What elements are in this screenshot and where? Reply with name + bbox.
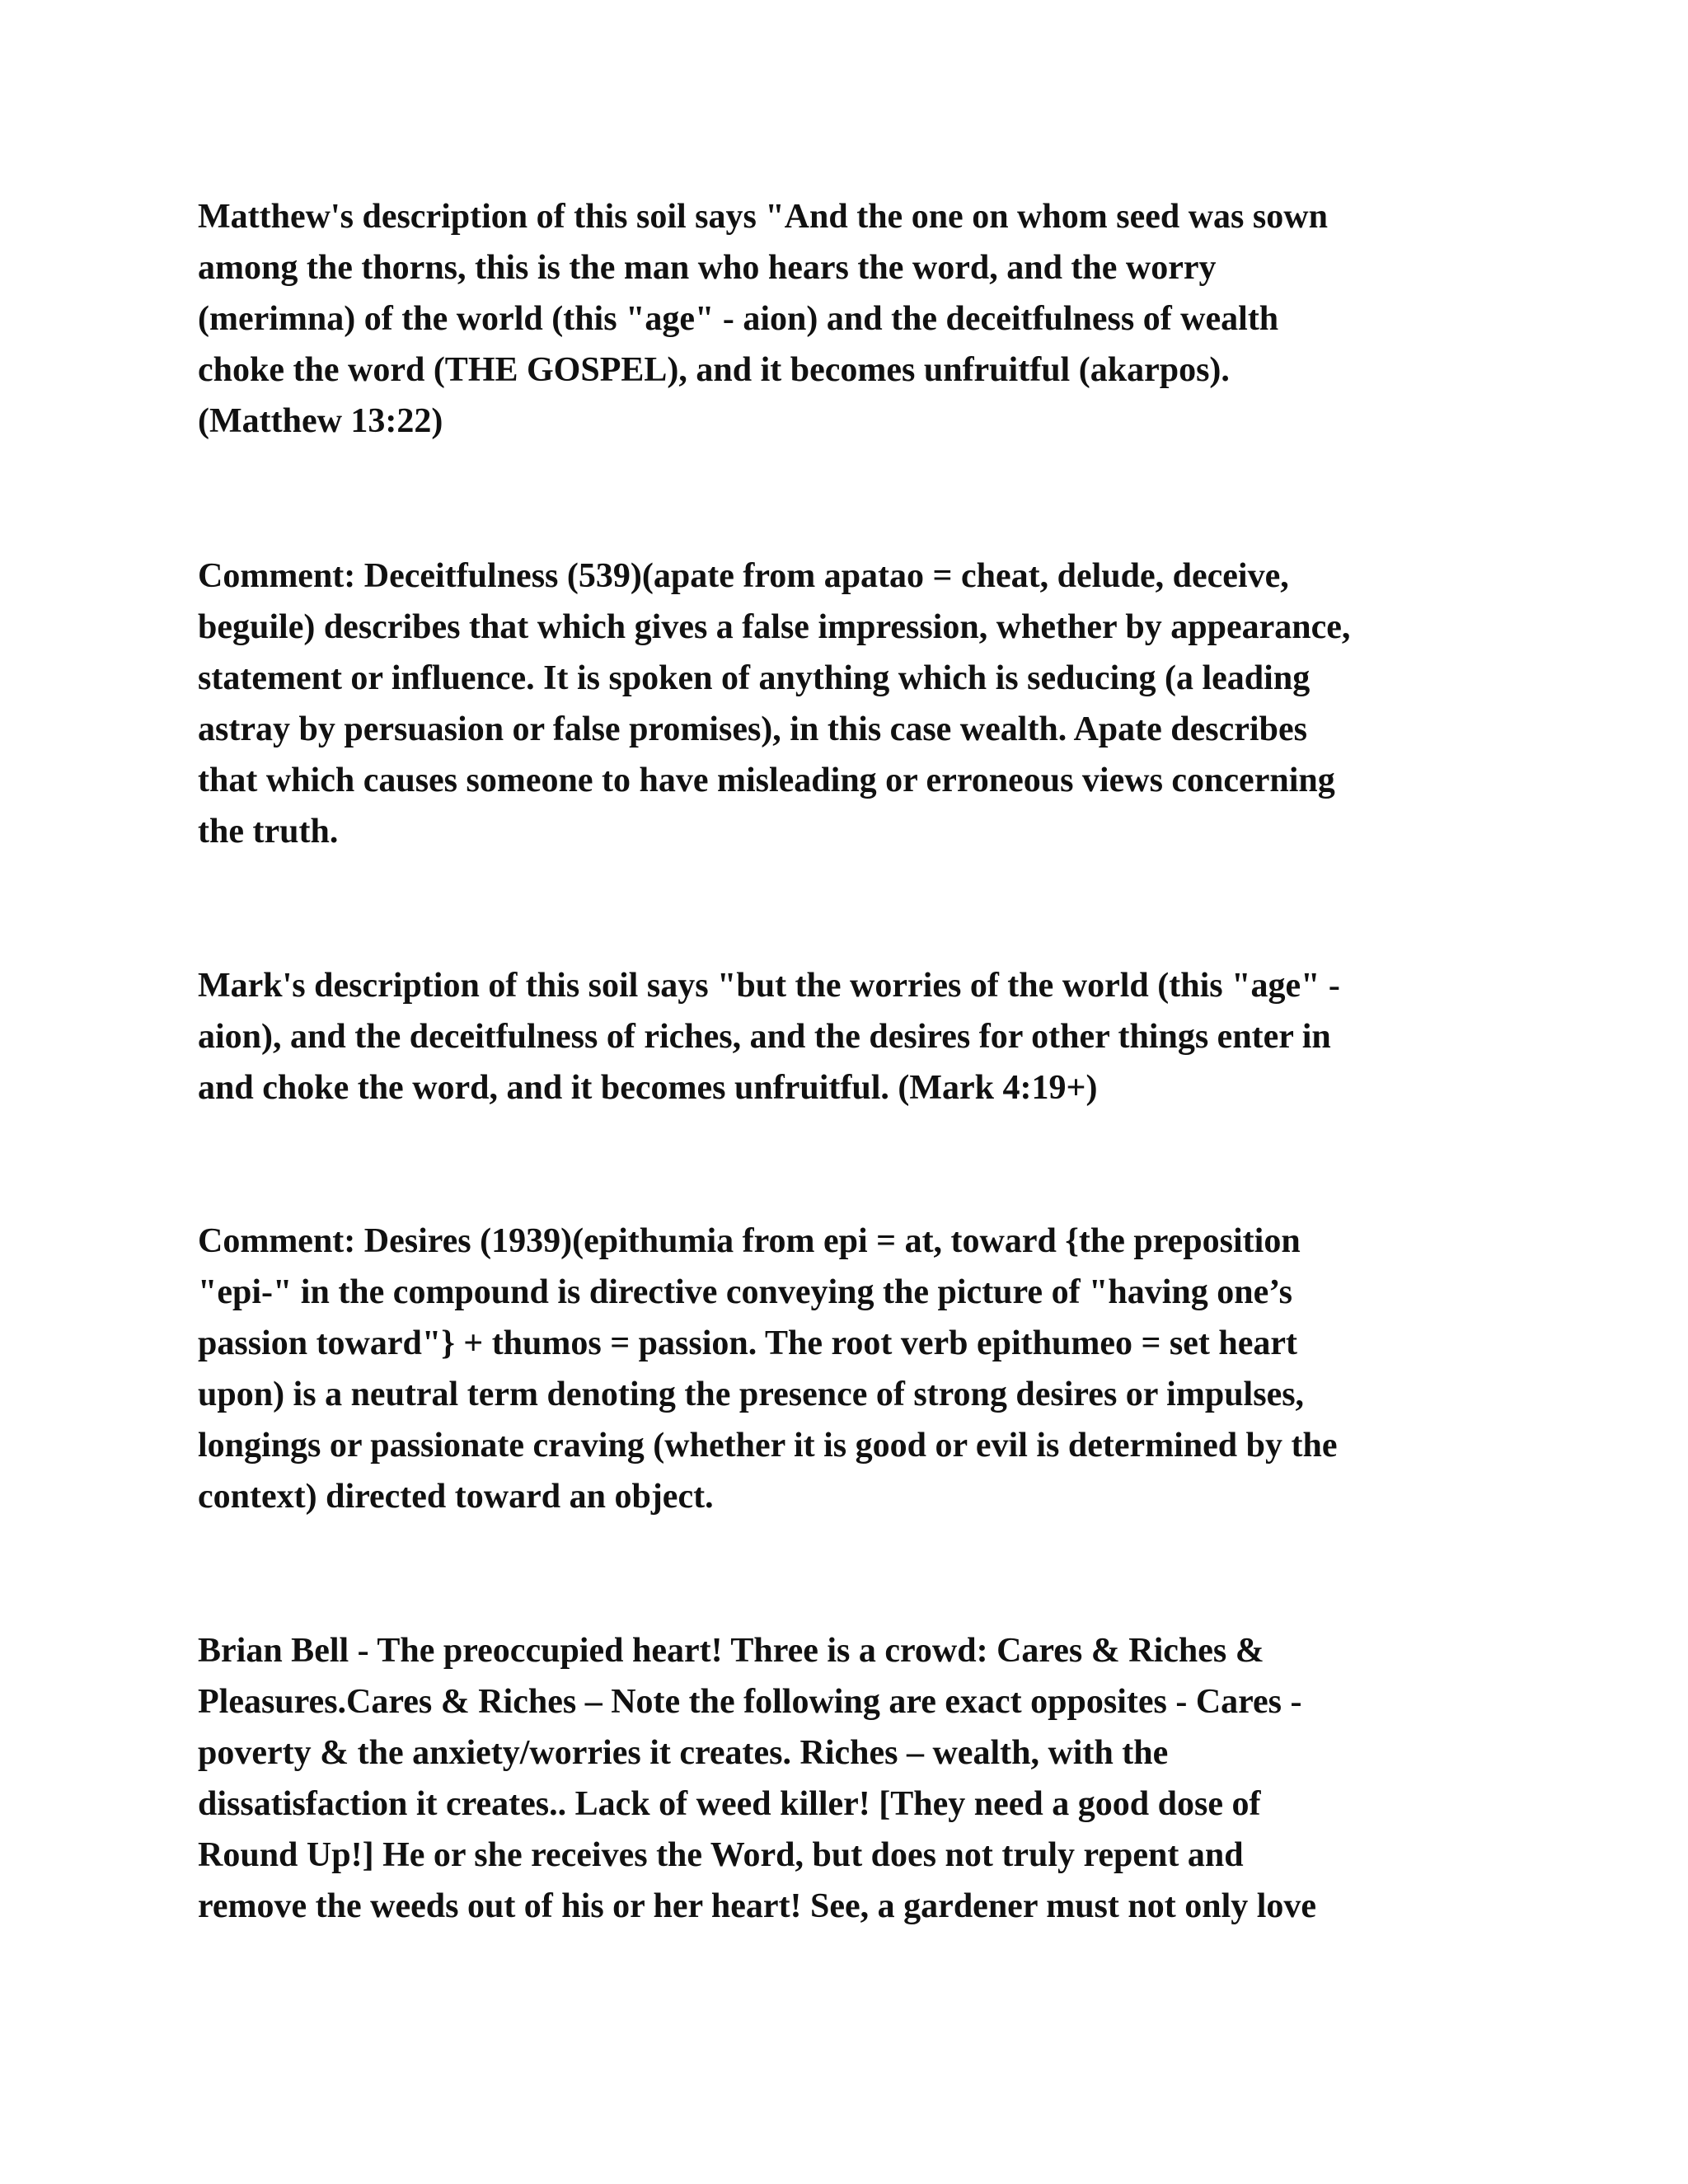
text-line: dissatisfaction it creates.. Lack of weed killer! [They need a good dose of <box>198 1785 1261 1823</box>
text-line: upon) is a neutral term denoting the presence of strong desires or impulses, <box>198 1376 1305 1413</box>
text-line: among the thorns, this is the man who hears the word, and the worry <box>198 249 1217 287</box>
text-line: astray by persuasion or false promises), in this case wealth. Apate describes <box>198 710 1307 748</box>
paragraph-matthew-description <box>198 191 1492 447</box>
text-line: the truth. <box>198 813 339 851</box>
text-line: (merimna) of the world (this "age" - aion) and the deceitfulness of wealth <box>198 300 1279 338</box>
text-line: Mark's description of this soil says "but the worries of the world (this "age" - <box>198 967 1340 1005</box>
paragraph-brian-bell <box>198 1625 1492 1932</box>
text-line: that which causes someone to have misleading or erroneous views concerning <box>198 762 1335 799</box>
text-line: and choke the word, and it becomes unfruitful. (Mark 4:19+) <box>198 1069 1098 1107</box>
text-line: (Matthew 13:22) <box>198 402 443 440</box>
text-line: longings or passionate craving (whether it is good or evil is determined by the <box>198 1427 1338 1465</box>
text-line: beguile) describes that which gives a false impression, whether by appearance, <box>198 608 1351 646</box>
text-line: statement or influence. It is spoken of anything which is seducing (a leading <box>198 659 1311 697</box>
text-line: remove the weeds out of his or her heart! See, a gardener must not only love <box>198 1887 1317 1925</box>
text-line: Brian Bell - The preoccupied heart! Three is a crowd: Cares & Riches & <box>198 1632 1264 1670</box>
text-line: Matthew's description of this soil says "And the one on whom seed was sown <box>198 198 1328 236</box>
text-line: Round Up!] He or she receives the Word, but does not truly repent and <box>198 1836 1244 1874</box>
text-line: Comment: Desires (1939)(epithumia from epi = at, toward {the preposition <box>198 1222 1301 1260</box>
text-line: Pleasures.Cares & Riches – Note the following are exact opposites - Cares - <box>198 1683 1302 1721</box>
text-line: context) directed toward an object. <box>198 1478 714 1516</box>
text-line: passion toward"} + thumos = passion. The root verb epithumeo = set heart <box>198 1324 1298 1362</box>
paragraph-mark-description <box>198 960 1492 1113</box>
text-line: aion), and the deceitfulness of riches, and the desires for other things enter in <box>198 1018 1331 1056</box>
paragraph-comment-deceitfulness <box>198 551 1492 857</box>
text-line: Comment: Deceitfulness (539)(apate from apatao = cheat, delude, deceive, <box>198 557 1289 595</box>
paragraph-comment-desires <box>198 1216 1492 1522</box>
text-line: choke the word (THE GOSPEL), and it becomes unfruitful (akarpos). <box>198 351 1230 389</box>
text-line: poverty & the anxiety/worries it creates. Riches – wealth, with the <box>198 1734 1169 1772</box>
text-line: "epi-" in the compound is directive conveying the picture of "having one’s <box>198 1273 1293 1311</box>
